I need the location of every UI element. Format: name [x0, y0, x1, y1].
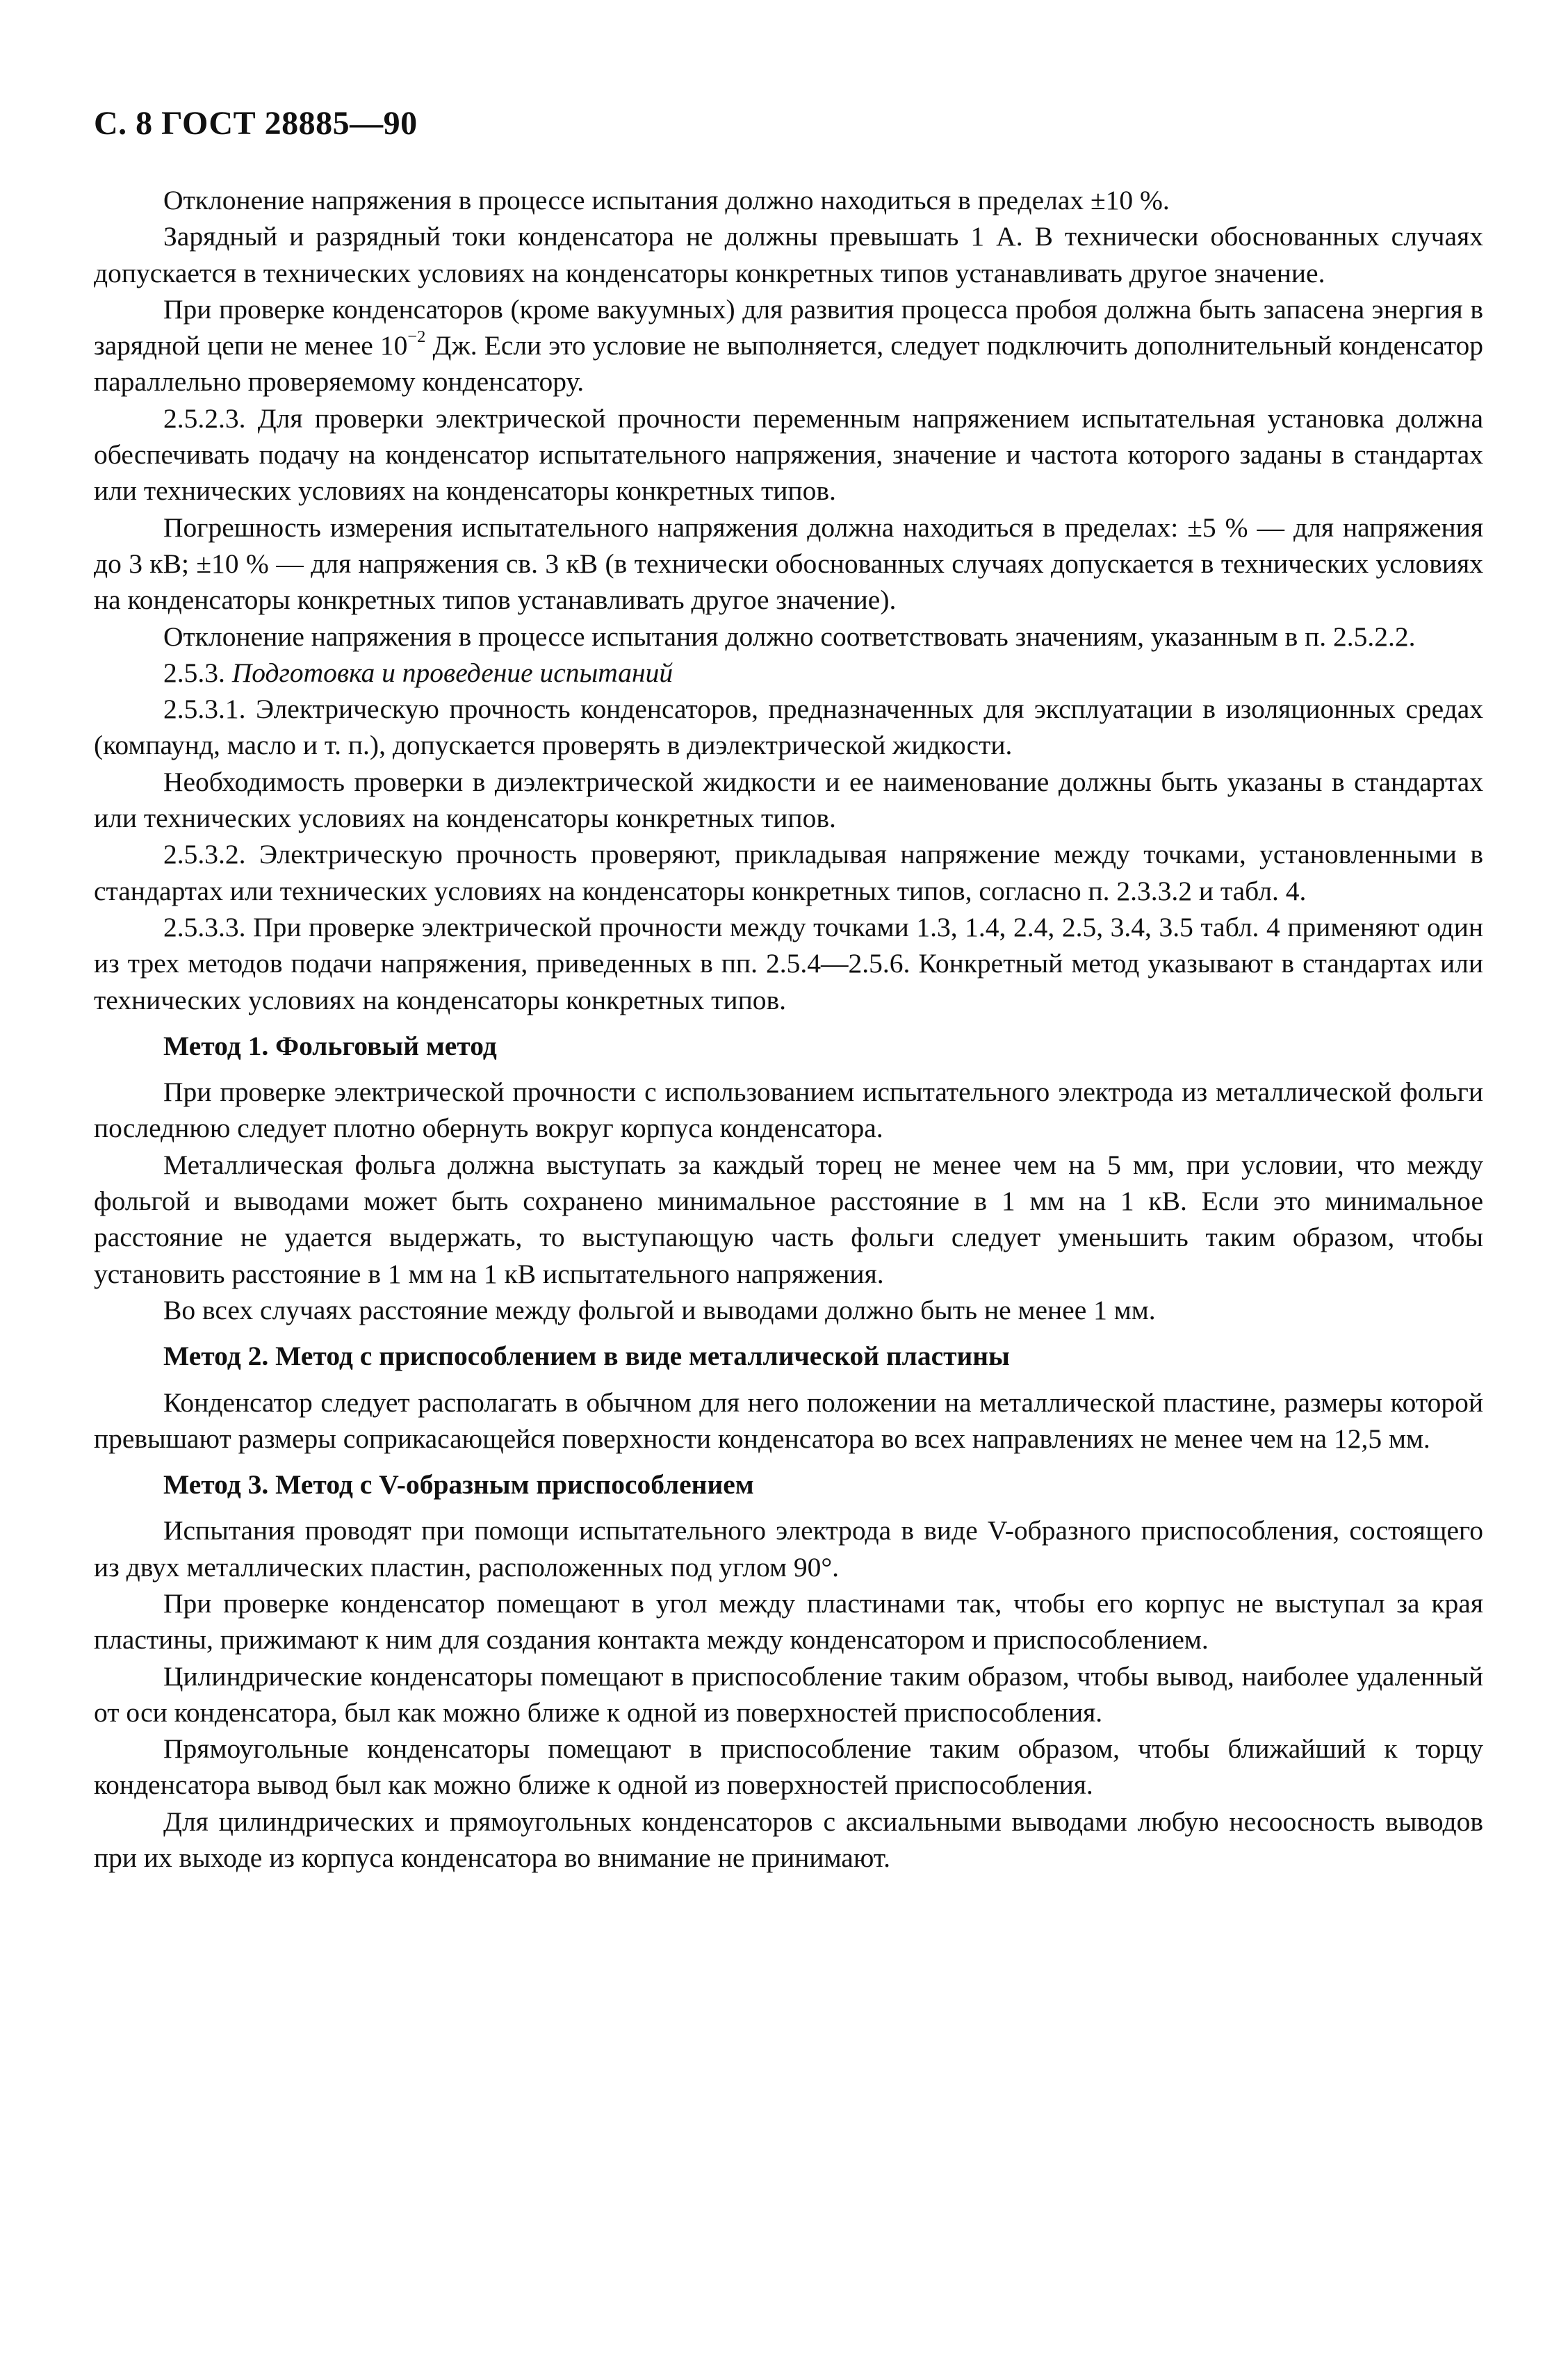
method-1-heading: Метод 1. Фольговый метод [163, 1030, 497, 1061]
paragraph: При проверке электрической прочности с использованием испытательного электрода из металлической фольги последнюю следует плотно обернуть вокруг корпуса конденсатора. [94, 1077, 1483, 1144]
section-heading [94, 655, 1483, 691]
paragraph: Цилиндрические конденсаторы помещают в приспособление таким образом, чтобы вывод, наиболее удаленный от оси конденсатора, был как можно ближе к одной из поверхностей приспособления. [94, 1660, 1483, 1728]
paragraph: Конденсатор следует располагать в обычном для него положении на металлической пластине, размеры которой превышают размеры соприкасающейся поверхности конденсатора во всех направлениях не менее чем на 12,5 мм. [94, 1387, 1483, 1454]
paragraph: Испытания проводят при помощи испытательного электрода в виде V-образного приспособления, состоящего из двух металлических пластин, расположенных под углом 90°. [94, 1515, 1483, 1583]
exponent: −2 [407, 327, 426, 347]
paragraph: Погрешность измерения испытательного напряжения должна находиться в пределах: ±5 % — для напряжения до 3 кВ; ±10 % — для напряжения св. 3 кВ (в технически обоснованных случаях допускается в технических условиях на конденсаторы конкретных типов устанавливать другое значение). [94, 512, 1483, 616]
paragraph: Отклонение напряжения в процессе испытания должно находиться в пределах ±10 %. [163, 185, 1170, 215]
paragraph: Отклонение напряжения в процессе испытания должно соответствовать значениям, указанным в п. 2.5.2.2. [163, 621, 1416, 652]
body-text [94, 182, 1483, 1876]
paragraph-text: Дж. Если это условие не выполняется, следует подключить дополнительный конденсатор параллельно проверяемому конденсатору. [94, 330, 1483, 398]
paragraph: 2.5.3.2. Электрическую прочность проверяют, прикладывая напряжение между точками, установленными в стандартах или технических условиях на конденсаторы конкретных типов, согласно п. 2.3.3.2 и табл. 4. [94, 839, 1483, 906]
paragraph: При проверке конденсатор помещают в угол между пластинами так, чтобы его корпус не выступал за края пластины, прижимают к ним для создания контакта между конденсатором и приспособлением. [94, 1587, 1483, 1656]
section-title: Подготовка и проведение испытаний [231, 657, 673, 688]
paragraph: 2.5.2.3. Для проверки электрической прочности переменным напряжением испытательная установка должна обеспечивать подачу на конденсатор испытательного напряжения, значение и частота которого заданы в стандартах или технических условиях на конденсаторы конкретных типов. [94, 402, 1483, 507]
section-number: 2.5.3. [163, 657, 232, 688]
paragraph: 2.5.3.3. При проверке электрической прочности между точками 1.3, 1.4, 2.4, 2.5, 3.4, 3.5 табл. 4 применяют один из трех методов подачи напряжения, приведенных в пп. 2.5.4—2.5.6. Конкретный метод указывают в стандартах или технических условиях на конденсаторы конкретных типов. [94, 911, 1483, 1015]
paragraph: Необходимость проверки в диэлектрической жидкости и ее наименование должны быть указаны в стандартах или технических условиях на конденсаторы конкретных типов. [94, 766, 1483, 834]
method-3-heading: Метод 3. Метод с V-образным приспособлением [163, 1469, 754, 1501]
method-2-heading: Метод 2. Метод с приспособлением в виде металлической пластины [163, 1341, 1010, 1372]
paragraph: Прямоугольные конденсаторы помещают в приспособление таким образом, чтобы ближайший к торцу конденсатора вывод был как можно ближе к одной из поверхностей приспособления. [94, 1733, 1483, 1801]
paragraph: Во всех случаях расстояние между фольгой и выводами должно быть не менее 1 мм. [163, 1294, 1156, 1325]
paragraph [94, 291, 1483, 400]
paragraph: Металлическая фольга должна выступать за каждый торец не менее чем на 5 мм, при условии, что между фольгой и выводами может быть сохранено минимальное расстояние в 1 мм на 1 кВ. Если это минимальное расстояние не удается выдержать, то выступающую часть фольги следует уменьшить таким образом, чтобы установить расстояние в 1 мм на 1 кВ испытательного напряжения. [94, 1149, 1483, 1289]
paragraph: Для цилиндрических и прямоугольных конденсаторов с аксиальными выводами любую несоосность выводов при их выходе из корпуса конденсатора во внимание не принимают. [94, 1806, 1483, 1874]
paragraph-text: При проверке конденсаторов (кроме вакуумных) для развития процесса пробоя должна быть запасена энергия в зарядной цепи не менее 10 [94, 293, 1483, 361]
paragraph: Зарядный и разрядный токи конденсатора не должны превышать 1 А. В технически обоснованных случаях допускается в технических условиях на конденсаторы конкретных типов устанавливать другое значение. [94, 221, 1483, 288]
page-header: С. 8 ГОСТ 28885—90 [94, 105, 418, 142]
paragraph: 2.5.3.1. Электрическую прочность конденсаторов, предназначенных для эксплуатации в изоляционных средах (компаунд, масло и т. п.), допускается проверять в диэлектрической жидкости. [94, 694, 1483, 761]
